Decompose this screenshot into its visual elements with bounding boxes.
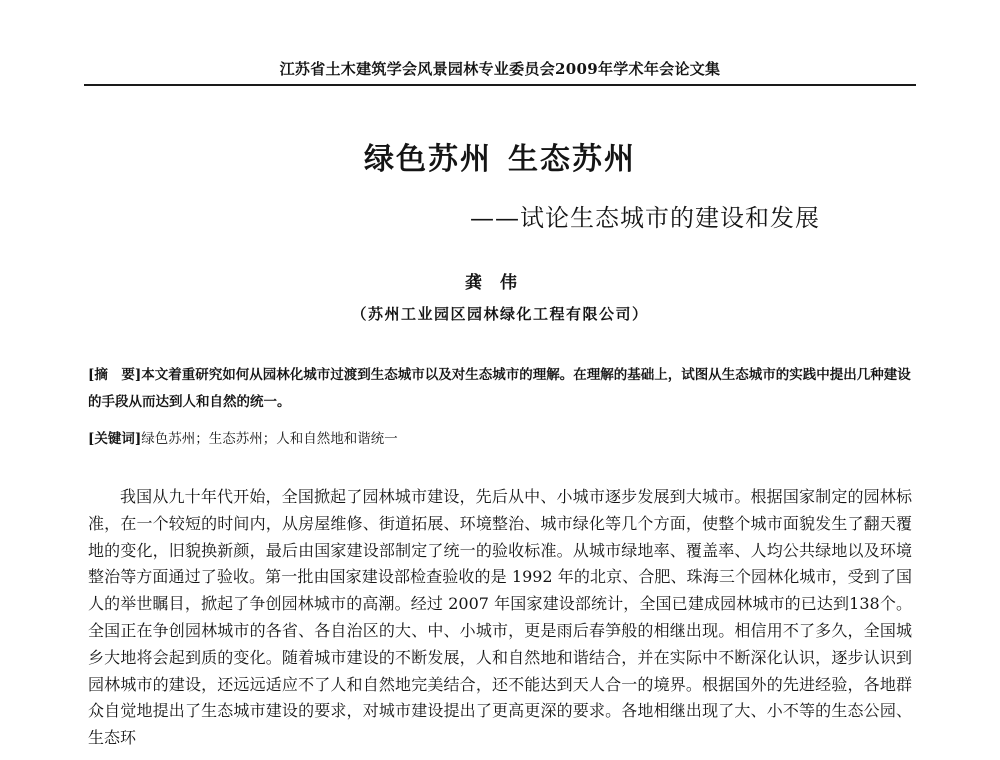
title-part-1: 绿色苏州 (364, 142, 492, 177)
author-affiliation: （苏州工业园区园林绿化工程有限公司） (351, 305, 649, 323)
author-name: 龚伟 (465, 273, 535, 293)
abstract (88, 362, 912, 416)
article-title (0, 134, 1000, 178)
running-header: 江苏省土木建筑学会风景园林专业委员会2009年学术年会论文集 (279, 60, 721, 78)
abstract-label: [摘 要] (88, 367, 142, 383)
keywords (88, 429, 912, 449)
body-text (88, 484, 912, 752)
header-rule (84, 84, 916, 86)
keywords-text: 绿色苏州；生态苏州；人和自然地和谐统一 (141, 431, 398, 447)
body-paragraph: 我国从九十年代开始，全国掀起了园林城市建设，先后从中、小城市逐步发展到大城市。根据国家制定的园林标准，在一个较短的时间内，从房屋维修、街道拓展、环境整治、城市绿化等几个方面，使整个城市面貌发生了翻天覆地的变化，旧貌换新颜，最后由国家建设部制定了统一的验收标准。从城市绿地率、覆盖率、人均公共绿地以及环境整治等方面通过了验收。第一批由国家建设部检查验收的是 1992 年的北京、合肥、珠海三个园林化城市，受到了国人的举世瞩目，掀起了争创园林城市的高潮。经过 2007 年国家建设部统计，全国已建成园林城市的已达到138个。全国正在争创园林城市的各省、各自治区的大、中、小城市，更是雨后春笋般的相继出现。相信用不了多久，全国城乡大地将会起到质的变化。随着城市建设的不断发展，人和自然地和谐结合，并在实际中不断深化认识，逐步认识到园林城市的建设，还远远适应不了人和自然地完美结合，还不能达到天人合一的境界。根据国外的先进经验，各地群众自觉地提出了生态城市建设的要求，对城市建设提出了更高更深的要求。各地相继出现了大、小不等的生态公园、生态环 (88, 487, 912, 748)
title-part-2: 生态苏州 (508, 142, 636, 177)
abstract-text: 本文着重研究如何从园林化城市过渡到生态城市以及对生态城市的理解。在理解的基础上，试图从生态城市的实践中提出几种建设的手段从而达到人和自然的统一。 (88, 367, 911, 410)
article-subtitle: ——试论生态城市的建设和发展 (470, 204, 820, 232)
keywords-label: [关键词] (88, 431, 142, 447)
